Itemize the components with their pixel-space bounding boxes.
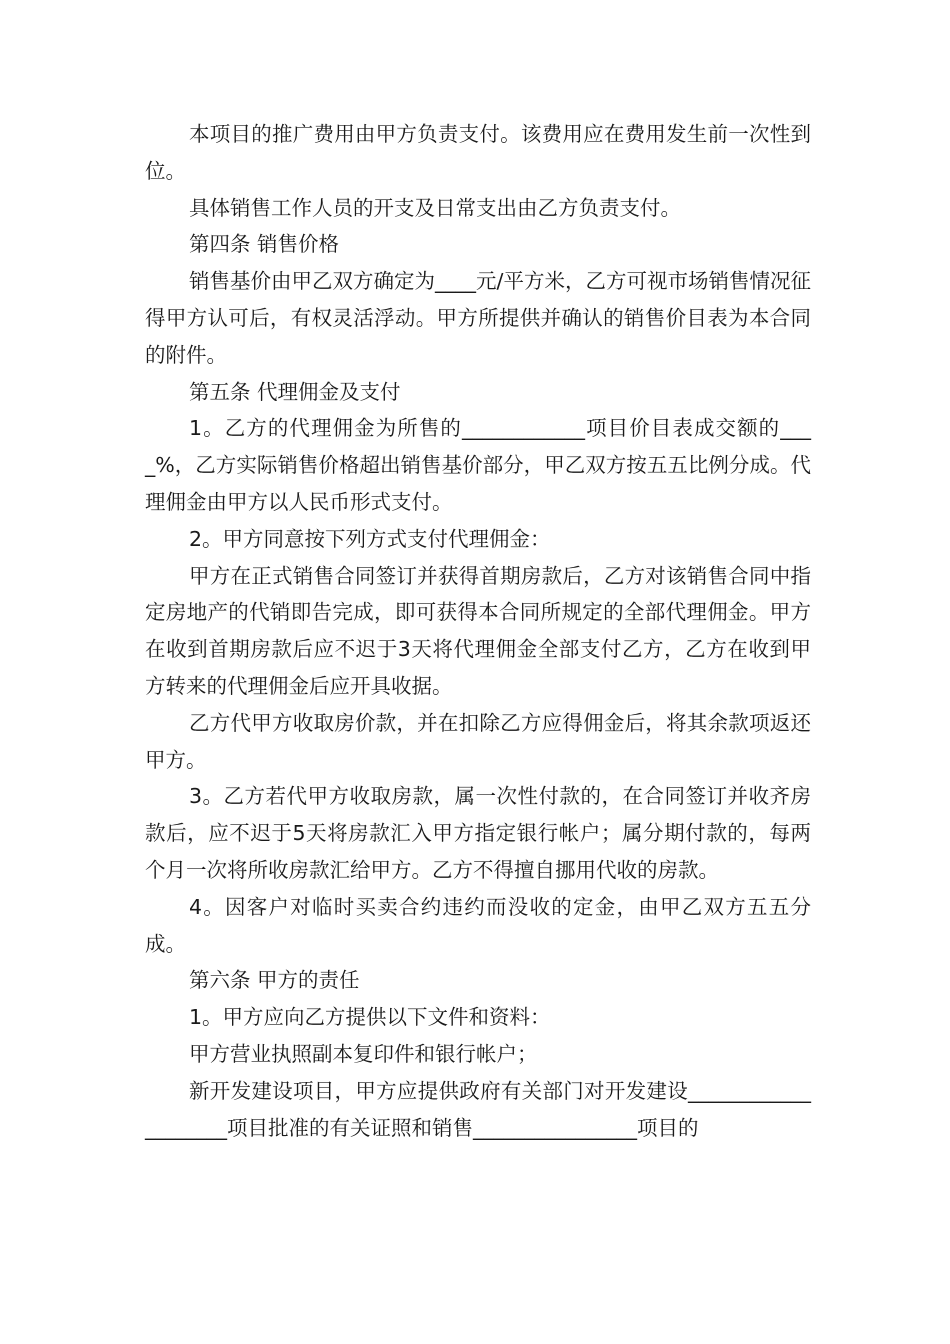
section-heading-article-5: 第五条 代理佣金及支付 <box>189 379 401 404</box>
paragraph-business-license: 甲方营业执照副本复印件和银行帐户； <box>189 1041 538 1066</box>
paragraph-base-price: 销售基价由甲乙双方确定为____元/平方米，乙方可视市场销售情况征得甲方认可后，有权灵活浮动。甲方所提供并确认的销售价目表为本合同的附件。 <box>145 269 811 367</box>
paragraph-project-approval: 新开发建设项目，甲方应提供政府有关部门对开发建设____________________项目批准的有关证照和销售________________项目的 <box>145 1078 811 1140</box>
paragraph-payment-method: 2。甲方同意按下列方式支付代理佣金： <box>189 526 551 551</box>
section-heading-article-4: 第四条 销售价格 <box>189 232 340 257</box>
paragraph-staff-expenses: 具体销售工作人员的开支及日常支出由乙方负责支付。 <box>189 195 681 220</box>
document-body <box>145 116 811 1146</box>
paragraph-documents-required: 1。甲方应向乙方提供以下文件和资料： <box>189 1005 551 1030</box>
section-heading-article-6: 第六条 甲方的责任 <box>189 968 360 993</box>
paragraph-commission-payment: 甲方在正式销售合同签订并获得首期房款后，乙方对该销售合同中指定房地产的代销即告完成，即可获得本合同所规定的全部代理佣金。甲方在收到首期房款后应不迟于3天将代理佣金全部支付乙方，乙方在收到甲方转来的代理佣金后应开具收据。 <box>145 563 811 698</box>
paragraph-remit-funds: 3。乙方若代甲方收取房款，属一次性付款的，在合同签订并收齐房款后，应不迟于5天将房款汇入甲方指定银行帐户；属分期付款的，每两个月一次将所收房款汇给甲方。乙方不得擅自挪用代收的房款。 <box>145 784 811 882</box>
paragraph-collect-price: 乙方代甲方收取房价款，并在扣除乙方应得佣金后，将其余款项返还甲方。 <box>145 710 811 772</box>
paragraph-promotion-fee: 本项目的推广费用由甲方负责支付。该费用应在费用发生前一次性到位。 <box>145 122 811 183</box>
paragraph-forfeited-deposit: 4。因客户对临时买卖合约违约而没收的定金，由甲乙双方五五分成。 <box>145 894 811 956</box>
paragraph-commission-rate: 1。乙方的代理佣金为所售的____________项目价目表成交额的____%，乙方实际销售价格超出销售基价部分，甲乙双方按五五比例分成。代理佣金由甲方以人民币形式支付。 <box>145 416 811 514</box>
